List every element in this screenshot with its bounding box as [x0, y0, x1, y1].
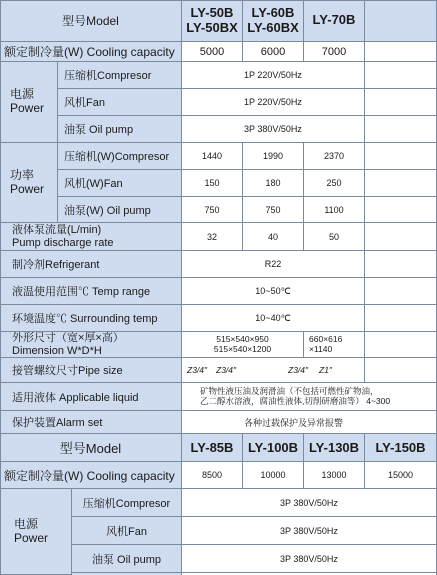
- power-supply-value: 1P 220V/50Hz: [182, 89, 365, 116]
- temp-range-value: 10~50℃: [182, 278, 365, 305]
- row-label: 油泵(W) Oil pump: [64, 204, 151, 217]
- empty-cell: [365, 89, 437, 116]
- model-cell-1: [182, 0, 243, 42]
- pipe-value: Z3/4": [216, 365, 237, 375]
- empty-cell: [365, 170, 437, 197]
- dimension-value: 660×616: [309, 333, 343, 344]
- power-w-value: 1440: [182, 143, 243, 170]
- group-en: Power: [14, 530, 49, 545]
- empty-cell: [365, 143, 437, 170]
- alarm-label: 保护装置Alarm set: [12, 417, 103, 429]
- alarm-value: 各种过载保护及异常报警: [244, 417, 344, 428]
- power-supply-row-label: [72, 517, 182, 545]
- refrigerant-value: R22: [182, 251, 365, 278]
- power-supply-group: [0, 62, 58, 143]
- power-supply-row-label: [58, 62, 182, 89]
- empty-cell: [365, 62, 437, 89]
- dimension-value-a: [182, 332, 304, 358]
- pump-flow-label: Pump discharge rate: [12, 236, 114, 249]
- power-supply-row-label: [58, 116, 182, 143]
- model-label: 型号Model: [62, 14, 119, 28]
- power-w-row-label: [58, 143, 182, 170]
- cooling-value: 7000: [304, 42, 365, 62]
- power-supply-row-label: [72, 545, 182, 573]
- power-w-value: 180: [243, 170, 304, 197]
- cooling-label-cell: [0, 42, 182, 62]
- power-w-row-label: [58, 170, 182, 197]
- pump-flow-label-cell: [0, 223, 182, 251]
- model-label: 型号Model: [59, 441, 122, 456]
- cooling-label-cell-2: [0, 462, 182, 489]
- empty-cell: [365, 197, 437, 223]
- power-w-row-label: [58, 197, 182, 223]
- power-w-value: 250: [304, 170, 365, 197]
- power-supply-row-label: [58, 89, 182, 116]
- dimension-value: 515×540×1200: [213, 343, 272, 354]
- pipe-value: Z3/4": [187, 365, 208, 375]
- cooling-label: 额定制冷量(W) Cooling capacity: [4, 45, 175, 59]
- row-label: 风机Fan: [64, 97, 105, 109]
- cooling-label: 额定制冷量(W) Cooling capacity: [4, 468, 175, 483]
- model-name: LY-50B: [190, 4, 234, 20]
- cooling-value: 5000: [182, 42, 243, 62]
- pipe-label: 接管螺纹尺寸Pipe size: [12, 365, 123, 377]
- alarm-label-cell: [0, 411, 182, 434]
- refrigerant-label: 制冷剂Refrigerant: [12, 259, 100, 271]
- power-w-group: [0, 143, 58, 223]
- liquid-line: 矿物性液压油及润滑油（不包括可燃性矿物油，: [200, 385, 379, 396]
- temp-range-label: 液温使用范围℃ Temp range: [12, 286, 151, 298]
- dimension-label: 外形尺寸（宽×厚×高）: [12, 332, 124, 344]
- refrigerant-label-cell: [0, 251, 182, 278]
- liquid-label-cell: [0, 383, 182, 411]
- group-cn: 电源: [10, 87, 35, 102]
- model-name: LY-60B: [251, 4, 295, 20]
- alarm-value-cell: [182, 411, 437, 434]
- temp-range-label-cell: [0, 278, 182, 305]
- model-label-cell: [0, 0, 182, 42]
- power-supply-value: 3P 380V/50Hz: [182, 489, 437, 517]
- dimension-value: 515×540×950: [216, 333, 269, 344]
- pump-flow-value: 40: [243, 223, 304, 251]
- group-cn: 功率: [10, 167, 35, 182]
- empty-cell: [365, 223, 437, 251]
- row-label: 油泵 Oil pump: [64, 124, 134, 136]
- model-label-cell-2: [0, 434, 182, 462]
- group-cn: 电源: [14, 516, 39, 531]
- model-name: LY-100B: [243, 434, 304, 462]
- row-label: 风机(W)Fan: [64, 178, 123, 190]
- row-label: 风机Fan: [106, 525, 147, 538]
- model-name: LY-60BX: [247, 19, 299, 35]
- cooling-value: 10000: [243, 462, 304, 489]
- model-name: LY-130B: [304, 434, 365, 462]
- power-supply-value: 3P 380V/50Hz: [182, 517, 437, 545]
- pipe-value: Z3/4": [288, 365, 309, 375]
- dimension-value-b: [304, 332, 365, 358]
- pipe-label-cell: [0, 358, 182, 383]
- empty-header-cell: [365, 0, 437, 42]
- pipe-value-cell: [182, 358, 365, 383]
- model-name: LY-70B: [312, 12, 356, 28]
- dimension-value: ×1140: [309, 343, 333, 354]
- row-label: 压缩机Compresor: [64, 70, 152, 82]
- group-en: Power: [10, 181, 45, 196]
- model-name: LY-50BX: [186, 19, 238, 35]
- row-label: 压缩机Compresor: [82, 497, 171, 510]
- model-cell-2: [243, 0, 304, 42]
- power-supply-group-2: [0, 489, 72, 575]
- liquid-line: 乙二醇水溶液，腐油性液体,切削研磨油等） 4~300: [200, 395, 391, 406]
- surrounding-label: 环境温度℃ Surrounding temp: [12, 313, 158, 325]
- liquid-value-cell: [182, 383, 437, 411]
- power-w-value: 750: [182, 197, 243, 223]
- empty-cell: [365, 251, 437, 278]
- cooling-value: 13000: [304, 462, 365, 489]
- power-w-value: 1990: [243, 143, 304, 170]
- model-name: LY-150B: [365, 434, 437, 462]
- empty-cell: [365, 278, 437, 305]
- empty-cell: [365, 358, 437, 383]
- power-w-value: 2370: [304, 143, 365, 170]
- pump-flow-value: 50: [304, 223, 365, 251]
- empty-cell: [365, 42, 437, 62]
- cooling-value: 8500: [182, 462, 243, 489]
- dimension-label: Dimension W*D*H: [12, 344, 102, 357]
- pipe-value: Z1": [319, 365, 332, 375]
- model-name: LY-85B: [182, 434, 243, 462]
- dimension-label-cell: [0, 332, 182, 358]
- empty-cell: [365, 332, 437, 358]
- power-supply-value: 1P 220V/50Hz: [182, 62, 365, 89]
- pump-flow-label: 液体泵流量(L/min): [12, 223, 102, 236]
- row-label: 压缩机(W)Compresor: [64, 151, 170, 163]
- surrounding-value: 10~40℃: [182, 305, 365, 332]
- power-supply-value: 3P 380V/50Hz: [182, 545, 437, 573]
- group-en: Power: [10, 101, 45, 115]
- power-supply-value: 3P 380V/50Hz: [182, 116, 365, 143]
- power-w-value: 150: [182, 170, 243, 197]
- cooling-value: 6000: [243, 42, 304, 62]
- power-w-value: 750: [243, 197, 304, 223]
- surrounding-label-cell: [0, 305, 182, 332]
- pump-flow-value: 32: [182, 223, 243, 251]
- row-label: 油泵 Oil pump: [91, 553, 162, 566]
- power-w-value: 1100: [304, 197, 365, 223]
- liquid-label: 适用液体 Applicable liquid: [12, 391, 139, 404]
- model-cell-3: [304, 0, 365, 42]
- empty-cell: [365, 116, 437, 143]
- empty-cell: [365, 305, 437, 332]
- power-supply-row-label: [72, 489, 182, 517]
- cooling-value: 15000: [365, 462, 437, 489]
